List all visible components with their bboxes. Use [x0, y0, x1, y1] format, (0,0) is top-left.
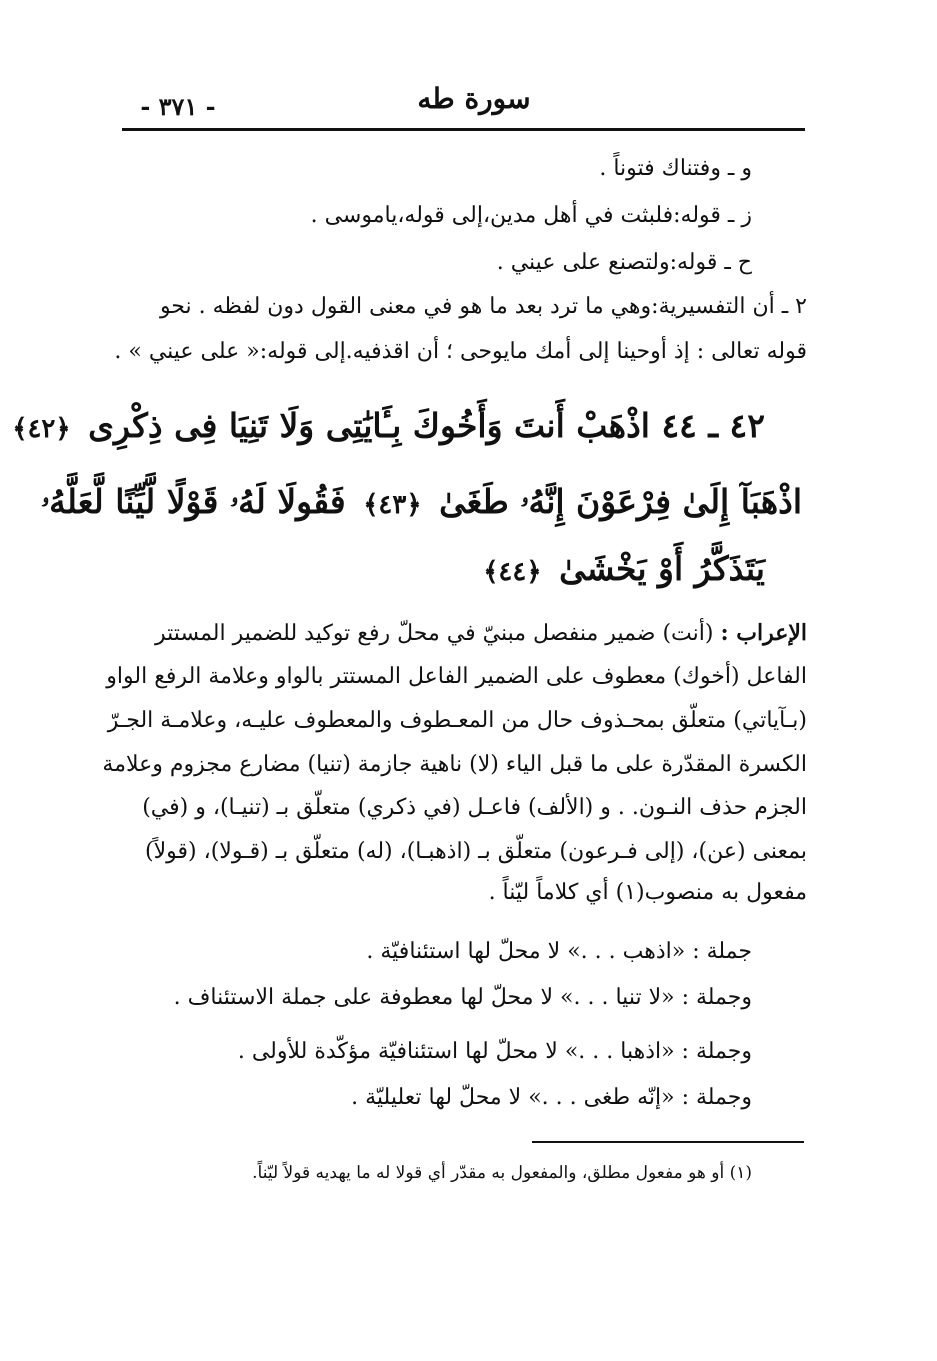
verse-text-3: يَتَذَكَّرُ أَوْ يَخْشَىٰ: [559, 549, 765, 588]
jumla-line-4: وجملة : «إنّه طغى . . .» لا محلّ لها تعليليّة .: [351, 1085, 752, 1110]
list-item-zay: ز ـ قوله:فلبثت في أهل مدين،إلى قوله،ياموسى .: [310, 203, 752, 228]
irab-text-1: (أنت) ضمير منفصل مبنيّ في محلّ رفع توكيد للضمير المستتر: [155, 621, 721, 646]
footnote-divider: [532, 1141, 804, 1143]
verse-text-1: اذْهَبْ أَنتَ وَأَخُوكَ بِـَٔايَٰتِى وَلَا تَنِيَا فِى ذِكْرِى: [88, 406, 650, 445]
verse-text-2: اذْهَبَآ إِلَىٰ فِرْعَوْنَ إِنَّهُۥ طَغَىٰ: [439, 482, 802, 521]
irab-line-6: بمعنى (عن)، (إلى فـرعون) متعلّق بـ (اذهبـا)، (له) متعلّق بـ (قـولا)، (قولاً): [145, 839, 807, 864]
verse-line-3: [477, 545, 765, 596]
verse-line-2: [41, 478, 802, 529]
verse-marker-42: ﴿٤٢﴾: [12, 414, 71, 444]
irab-line-2: الفاعل (أخوك) معطوف على الضمير الفاعل المستتر بالواو وعلامة الرفع الواو: [106, 664, 807, 689]
irab-line-3: (بـآياتي) متعلّق بمحـذوف حال من المعـطوف والمعطوف عليـه، وعلامـة الجـرّ: [107, 708, 807, 733]
verse-line-1: [6, 402, 765, 453]
jumla-line-3: وجملة : «اذهبا . . .» لا محلّ لها استئنافيّة مؤكّدة للأولى .: [237, 1039, 752, 1064]
verse-marker-43: ﴿٤٣﴾: [363, 490, 422, 520]
verse-text-2b: فَقُولَا لَهُۥ قَوْلًا لَّيِّنًا لَّعَلَّهُۥ: [40, 482, 346, 521]
verse-range: ٤٢ ـ ٤٤: [661, 406, 765, 445]
jumla-line-1: جملة : «اذهب . . .» لا محلّ لها استئنافيّة .: [366, 939, 752, 964]
header-divider: [122, 128, 805, 131]
irab-line-5: الجزم حذف النـون. . و (الألف) فاعـل (في ذكري) متعلّق بـ (تنيـا)، و (في): [142, 795, 807, 820]
point-2-line-2: قوله تعالى : إذ أوحينا إلى أمك مايوحى ؛ أن اقذفيه.إلى قوله:« على عيني » .: [114, 339, 807, 364]
irab-line-1: [155, 618, 807, 649]
list-item-waw: و ـ وفتناك فتوناً .: [599, 156, 752, 181]
list-item-ha: ح ـ قوله:ولتصنع على عيني .: [496, 250, 752, 275]
page-number: - ٣٧١ -: [140, 92, 216, 121]
irab-label: الإعراب :: [720, 620, 807, 646]
footnote: (١) أو هو مفعول مطلق، والمفعول به مقدّر أي قولا له ما يهديه قولاً ليّناً.: [252, 1163, 752, 1183]
jumla-line-2: وجملة : «لا تنيا . . .» لا محلّ لها معطوفة على جملة الاستئناف .: [173, 985, 752, 1010]
surah-title: سورة طه: [417, 82, 531, 115]
point-2-line-1: ٢ ـ أن التفسيرية:وهي ما ترد بعد ما هو في معنى القول دون لفظه . نحو: [159, 294, 807, 319]
irab-line-4: الكسرة المقدّرة على ما قبل الياء (لا) ناهية جازمة (تنيا) مضارع مجزوم وعلامة: [102, 752, 807, 777]
verse-marker-44: ﴿٤٤﴾: [483, 557, 542, 587]
irab-line-7: مفعول به منصوب(١) أي كلاماً ليّناً .: [488, 880, 807, 905]
